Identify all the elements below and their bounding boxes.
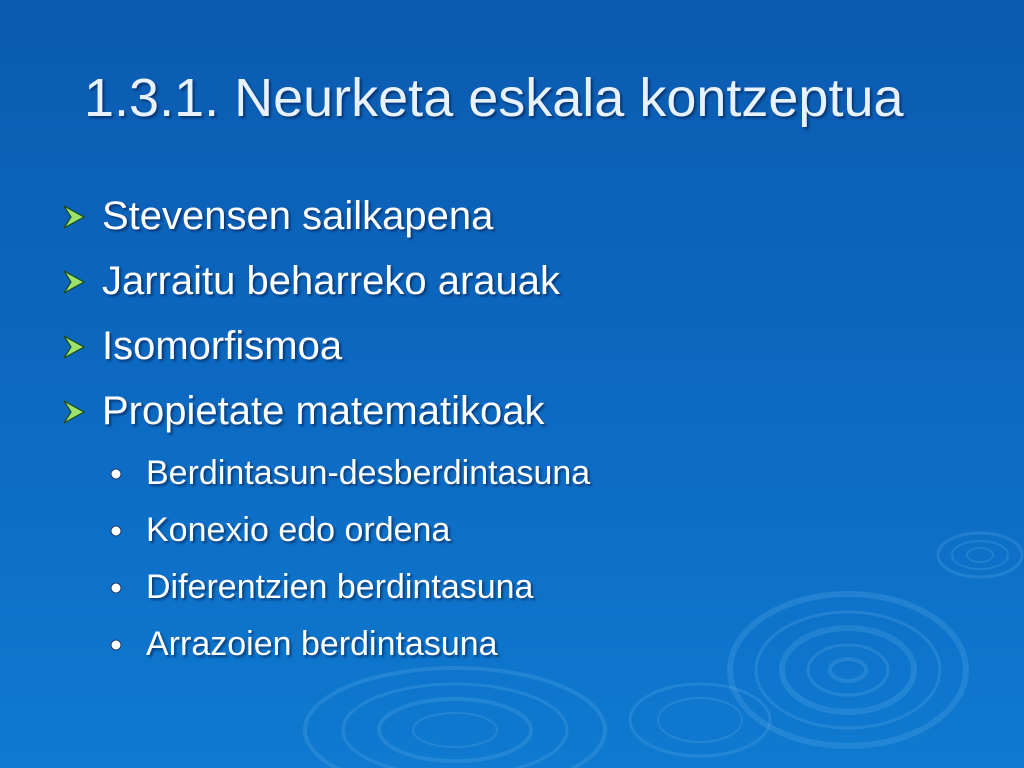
chevron-right-icon [60, 197, 102, 237]
sub-bullet-item [110, 616, 590, 673]
bullet-item [60, 184, 560, 249]
sub-bullet-list [110, 445, 590, 673]
bullet-list [60, 184, 560, 444]
bullet-text: Isomorfismoa [102, 324, 343, 368]
sub-bullet-text: Konexio edo ordena [146, 511, 451, 549]
sub-bullet-item [110, 502, 590, 559]
bullet-text: Propietate matematikoak [102, 389, 545, 433]
sub-bullet-item [110, 445, 590, 502]
bullet-item [60, 379, 560, 444]
dot-icon [110, 578, 146, 598]
slide-title: 1.3.1. Neurketa eskala kontzeptua [84, 68, 904, 128]
bullet-item [60, 249, 560, 314]
chevron-right-icon [60, 327, 102, 367]
sub-bullet-text: Arrazoien berdintasuna [146, 625, 498, 663]
chevron-right-icon [60, 262, 102, 302]
dot-icon [110, 635, 146, 655]
dot-icon [110, 521, 146, 541]
bullet-text: Jarraitu beharreko arauak [102, 259, 561, 303]
sub-bullet-item [110, 559, 590, 616]
chevron-right-icon [60, 392, 102, 432]
bullet-item [60, 314, 560, 379]
bullet-text: Stevensen sailkapena [102, 194, 494, 238]
dot-icon [110, 464, 146, 484]
sub-bullet-text: Diferentzien berdintasuna [146, 568, 534, 606]
sub-bullet-text: Berdintasun-desberdintasuna [146, 454, 591, 492]
